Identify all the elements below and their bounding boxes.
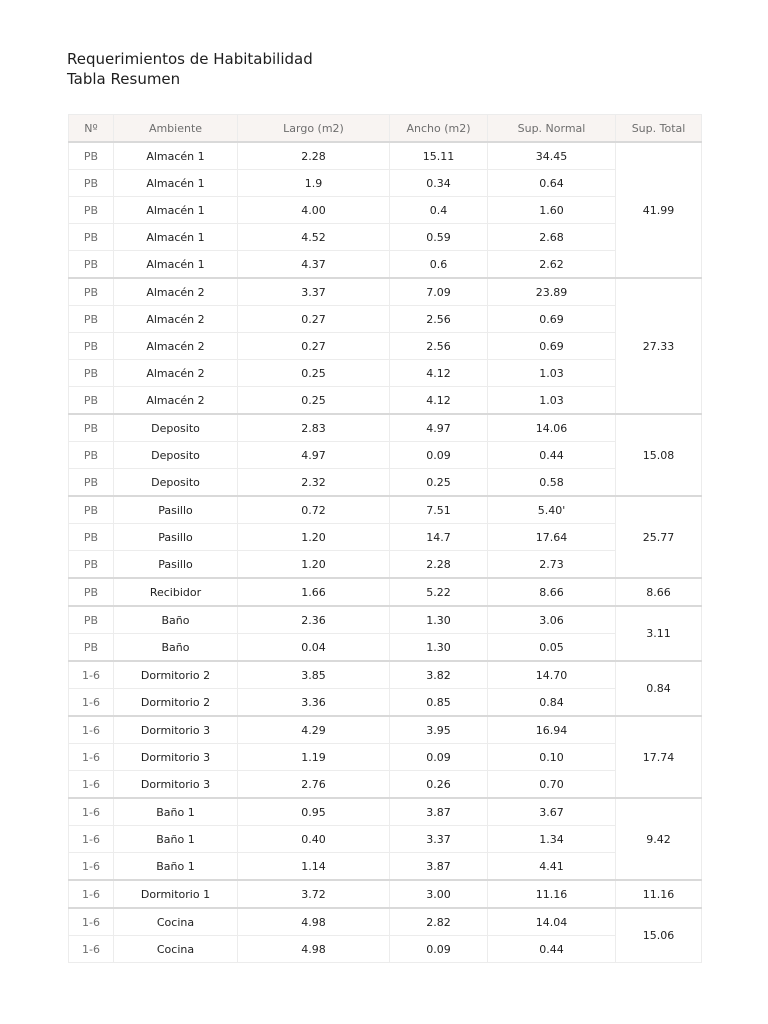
table-row [69, 634, 702, 662]
cell-ambiente: Deposito [114, 442, 238, 469]
cell-sup-total: 17.74 [616, 716, 702, 798]
cell-largo: 3.72 [238, 880, 390, 908]
cell-numero: 1-6 [69, 661, 114, 689]
cell-ancho: 4.12 [390, 360, 488, 387]
cell-numero: PB [69, 578, 114, 606]
cell-sup-normal: 2.62 [488, 251, 616, 279]
table-row [69, 333, 702, 360]
header-sup-total: Sup. Total [616, 115, 702, 143]
cell-ancho: 3.00 [390, 880, 488, 908]
cell-ambiente: Almacén 2 [114, 387, 238, 415]
cell-ancho: 0.59 [390, 224, 488, 251]
cell-ambiente: Dormitorio 1 [114, 880, 238, 908]
cell-largo: 1.14 [238, 853, 390, 881]
cell-numero: PB [69, 606, 114, 634]
cell-ambiente: Dormitorio 2 [114, 689, 238, 717]
cell-numero: PB [69, 224, 114, 251]
cell-sup-normal: 1.60 [488, 197, 616, 224]
table-row [69, 360, 702, 387]
document-header [67, 49, 313, 89]
cell-largo: 4.97 [238, 442, 390, 469]
cell-ancho: 14.7 [390, 524, 488, 551]
cell-sup-normal: 0.69 [488, 333, 616, 360]
cell-largo: 0.27 [238, 306, 390, 333]
cell-sup-total: 41.99 [616, 142, 702, 278]
table-row [69, 880, 702, 908]
cell-ancho: 7.09 [390, 278, 488, 306]
cell-numero: PB [69, 387, 114, 415]
cell-numero: 1-6 [69, 880, 114, 908]
cell-numero: 1-6 [69, 798, 114, 826]
table-row [69, 716, 702, 744]
cell-ambiente: Recibidor [114, 578, 238, 606]
table-row [69, 744, 702, 771]
table-row [69, 387, 702, 415]
cell-ambiente: Almacén 2 [114, 360, 238, 387]
document-title: Requerimientos de Habitabilidad [67, 50, 313, 68]
cell-largo: 4.00 [238, 197, 390, 224]
header-numero: Nº [69, 115, 114, 143]
cell-sup-normal: 0.05 [488, 634, 616, 662]
summary-table [68, 114, 702, 963]
cell-ancho: 3.37 [390, 826, 488, 853]
cell-sup-normal: 11.16 [488, 880, 616, 908]
cell-sup-normal: 14.06 [488, 414, 616, 442]
cell-largo: 0.25 [238, 360, 390, 387]
header-largo: Largo (m2) [238, 115, 390, 143]
cell-sup-normal: 2.73 [488, 551, 616, 579]
table-row [69, 224, 702, 251]
cell-numero: 1-6 [69, 853, 114, 881]
cell-largo: 4.52 [238, 224, 390, 251]
cell-ancho: 2.28 [390, 551, 488, 579]
cell-sup-total: 11.16 [616, 880, 702, 908]
table-row [69, 853, 702, 881]
cell-ambiente: Deposito [114, 414, 238, 442]
cell-largo: 1.20 [238, 551, 390, 579]
cell-numero: 1-6 [69, 771, 114, 799]
cell-largo: 3.36 [238, 689, 390, 717]
cell-ambiente: Almacén 1 [114, 224, 238, 251]
cell-ambiente: Baño 1 [114, 853, 238, 881]
cell-ambiente: Dormitorio 3 [114, 744, 238, 771]
header-ambiente: Ambiente [114, 115, 238, 143]
table-row [69, 251, 702, 279]
cell-ambiente: Baño 1 [114, 798, 238, 826]
cell-largo: 4.37 [238, 251, 390, 279]
cell-largo: 2.76 [238, 771, 390, 799]
cell-sup-normal: 0.70 [488, 771, 616, 799]
cell-sup-normal: 4.41 [488, 853, 616, 881]
cell-ancho: 3.87 [390, 853, 488, 881]
cell-ambiente: Baño [114, 634, 238, 662]
cell-numero: PB [69, 524, 114, 551]
cell-sup-normal: 14.70 [488, 661, 616, 689]
table-row [69, 306, 702, 333]
cell-ambiente: Cocina [114, 936, 238, 963]
cell-sup-normal: 0.84 [488, 689, 616, 717]
cell-sup-normal: 14.04 [488, 908, 616, 936]
cell-sup-total: 25.77 [616, 496, 702, 578]
cell-ambiente: Almacén 2 [114, 306, 238, 333]
cell-largo: 1.9 [238, 170, 390, 197]
table-row [69, 524, 702, 551]
table-body [69, 142, 702, 963]
cell-ancho: 4.12 [390, 387, 488, 415]
cell-sup-normal: 17.64 [488, 524, 616, 551]
cell-ancho: 0.26 [390, 771, 488, 799]
cell-sup-normal: 3.06 [488, 606, 616, 634]
cell-ambiente: Dormitorio 2 [114, 661, 238, 689]
cell-sup-normal: 0.10 [488, 744, 616, 771]
cell-numero: PB [69, 278, 114, 306]
cell-numero: PB [69, 333, 114, 360]
table-row [69, 442, 702, 469]
cell-ancho: 0.85 [390, 689, 488, 717]
cell-numero: PB [69, 197, 114, 224]
table-row [69, 908, 702, 936]
cell-sup-normal: 5.40' [488, 496, 616, 524]
cell-numero: PB [69, 360, 114, 387]
cell-ambiente: Deposito [114, 469, 238, 497]
cell-ancho: 5.22 [390, 578, 488, 606]
cell-ambiente: Baño [114, 606, 238, 634]
cell-sup-normal: 16.94 [488, 716, 616, 744]
cell-sup-total: 9.42 [616, 798, 702, 880]
cell-sup-normal: 0.44 [488, 936, 616, 963]
cell-ancho: 1.30 [390, 634, 488, 662]
cell-largo: 1.66 [238, 578, 390, 606]
cell-largo: 0.27 [238, 333, 390, 360]
table-row [69, 142, 702, 170]
cell-largo: 0.40 [238, 826, 390, 853]
cell-sup-normal: 0.44 [488, 442, 616, 469]
cell-largo: 3.85 [238, 661, 390, 689]
cell-largo: 4.29 [238, 716, 390, 744]
cell-ambiente: Cocina [114, 908, 238, 936]
cell-largo: 4.98 [238, 908, 390, 936]
cell-ancho: 3.95 [390, 716, 488, 744]
cell-ancho: 0.09 [390, 744, 488, 771]
cell-sup-total: 15.08 [616, 414, 702, 496]
cell-ambiente: Almacén 1 [114, 197, 238, 224]
cell-sup-total: 27.33 [616, 278, 702, 414]
cell-largo: 0.95 [238, 798, 390, 826]
table-row [69, 936, 702, 963]
cell-ambiente: Baño 1 [114, 826, 238, 853]
table-row [69, 469, 702, 497]
table-header-row [69, 115, 702, 143]
cell-largo: 2.28 [238, 142, 390, 170]
cell-largo: 3.37 [238, 278, 390, 306]
cell-numero: PB [69, 170, 114, 197]
table-row [69, 606, 702, 634]
cell-ancho: 4.97 [390, 414, 488, 442]
header-sup-normal: Sup. Normal [488, 115, 616, 143]
cell-numero: 1-6 [69, 689, 114, 717]
table-row [69, 661, 702, 689]
cell-sup-normal: 1.03 [488, 387, 616, 415]
cell-numero: PB [69, 469, 114, 497]
cell-largo: 1.20 [238, 524, 390, 551]
table-row [69, 798, 702, 826]
cell-numero: PB [69, 306, 114, 333]
cell-numero: PB [69, 551, 114, 579]
cell-largo: 0.25 [238, 387, 390, 415]
table-row [69, 278, 702, 306]
cell-sup-normal: 3.67 [488, 798, 616, 826]
cell-largo: 2.83 [238, 414, 390, 442]
table-row [69, 689, 702, 717]
cell-ancho: 2.56 [390, 333, 488, 360]
cell-sup-total: 15.06 [616, 908, 702, 963]
cell-sup-normal: 23.89 [488, 278, 616, 306]
cell-sup-normal: 34.45 [488, 142, 616, 170]
cell-numero: 1-6 [69, 908, 114, 936]
cell-largo: 2.32 [238, 469, 390, 497]
cell-ambiente: Almacén 1 [114, 251, 238, 279]
cell-numero: PB [69, 634, 114, 662]
cell-ambiente: Pasillo [114, 496, 238, 524]
cell-ambiente: Almacén 2 [114, 278, 238, 306]
cell-ancho: 0.09 [390, 936, 488, 963]
cell-ambiente: Almacén 2 [114, 333, 238, 360]
cell-sup-normal: 1.03 [488, 360, 616, 387]
cell-ambiente: Dormitorio 3 [114, 771, 238, 799]
cell-sup-normal: 0.69 [488, 306, 616, 333]
cell-numero: 1-6 [69, 936, 114, 963]
document-subtitle: Tabla Resumen [67, 70, 181, 88]
cell-sup-normal: 1.34 [488, 826, 616, 853]
cell-largo: 4.98 [238, 936, 390, 963]
cell-ambiente: Almacén 1 [114, 170, 238, 197]
cell-ancho: 3.82 [390, 661, 488, 689]
table-row [69, 578, 702, 606]
cell-ancho: 0.09 [390, 442, 488, 469]
cell-ancho: 7.51 [390, 496, 488, 524]
cell-sup-total: 0.84 [616, 661, 702, 716]
cell-largo: 0.04 [238, 634, 390, 662]
table-row [69, 170, 702, 197]
cell-ancho: 0.34 [390, 170, 488, 197]
cell-numero: PB [69, 414, 114, 442]
cell-ambiente: Dormitorio 3 [114, 716, 238, 744]
cell-numero: 1-6 [69, 826, 114, 853]
cell-numero: PB [69, 142, 114, 170]
cell-ancho: 2.56 [390, 306, 488, 333]
cell-ancho: 0.4 [390, 197, 488, 224]
table-row [69, 551, 702, 579]
cell-ancho: 0.25 [390, 469, 488, 497]
table-row [69, 496, 702, 524]
table-row [69, 414, 702, 442]
cell-sup-total: 3.11 [616, 606, 702, 661]
cell-largo: 1.19 [238, 744, 390, 771]
cell-ambiente: Almacén 1 [114, 142, 238, 170]
cell-numero: 1-6 [69, 744, 114, 771]
cell-ancho: 15.11 [390, 142, 488, 170]
cell-numero: 1-6 [69, 716, 114, 744]
cell-numero: PB [69, 251, 114, 279]
cell-ambiente: Pasillo [114, 551, 238, 579]
table-row [69, 197, 702, 224]
cell-sup-normal: 2.68 [488, 224, 616, 251]
cell-ancho: 0.6 [390, 251, 488, 279]
cell-sup-total: 8.66 [616, 578, 702, 606]
cell-ancho: 1.30 [390, 606, 488, 634]
cell-sup-normal: 0.64 [488, 170, 616, 197]
cell-ancho: 2.82 [390, 908, 488, 936]
cell-sup-normal: 0.58 [488, 469, 616, 497]
cell-largo: 0.72 [238, 496, 390, 524]
cell-numero: PB [69, 442, 114, 469]
cell-sup-normal: 8.66 [488, 578, 616, 606]
cell-ambiente: Pasillo [114, 524, 238, 551]
table-row [69, 771, 702, 799]
table-row [69, 826, 702, 853]
cell-ancho: 3.87 [390, 798, 488, 826]
cell-numero: PB [69, 496, 114, 524]
header-ancho: Ancho (m2) [390, 115, 488, 143]
cell-largo: 2.36 [238, 606, 390, 634]
